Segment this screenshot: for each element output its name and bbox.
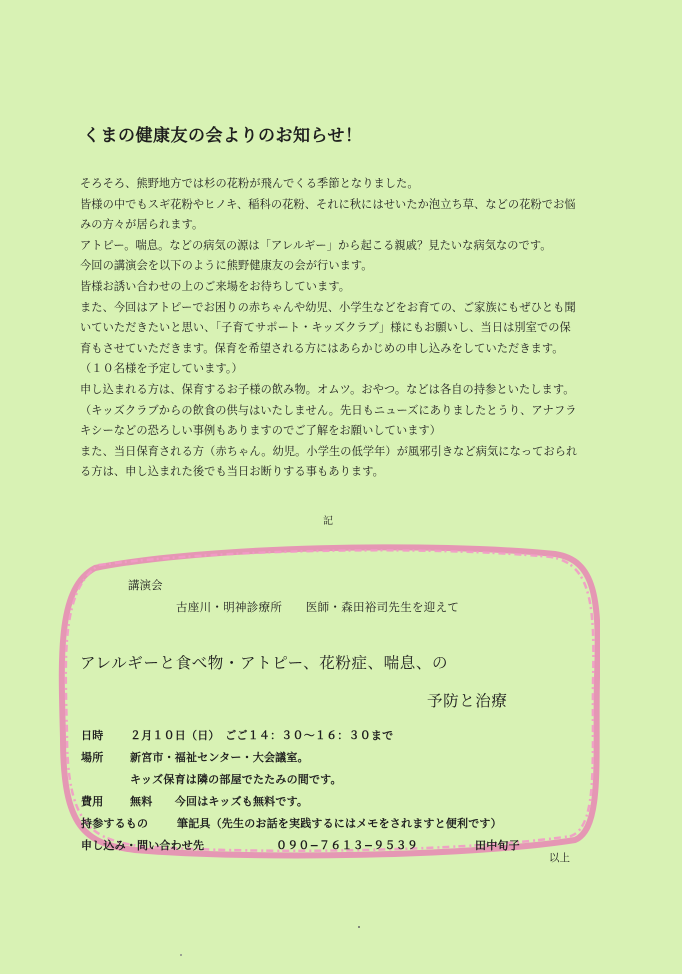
lecture-label: 講演会 bbox=[128, 578, 163, 592]
body-paragraph: 皆様お誘い合わせの上のご来場をお待ちしています。 bbox=[80, 279, 351, 293]
contact-phone: ０９０−７６１３−９５３９ bbox=[276, 839, 419, 852]
place-label: 場所 bbox=[81, 751, 104, 764]
body-paragraph: アトピー。喘息。などの病気の源は「アレルギー」から起こる親戚？見たいな病気なのです。 bbox=[80, 238, 552, 252]
speck bbox=[180, 954, 182, 956]
lecture-headline-line2: 予防と治療 bbox=[427, 692, 508, 710]
lecture-speaker: 古座川・明神診療所 医師・森田裕司先生を迎えて bbox=[176, 600, 460, 614]
closing-mark: 以上 bbox=[549, 852, 570, 864]
place-value: 新宮市・福祉センター・大会議室。 bbox=[130, 751, 309, 764]
bring-value: 筆記具（先生のお話を実践するにはメモをされますと便利です） bbox=[177, 817, 502, 830]
contact-name: 田中旬子 bbox=[475, 839, 520, 852]
body-paragraph: 皆様の中でもスギ花粉やヒノキ、稲科の花粉、それに秋にはせいたか泡立ち草、などの花粉でお悩みの方々が居られます。 bbox=[80, 197, 576, 232]
body-paragraph: 今回の講演会を以下のように熊野健康友の会が行います。 bbox=[80, 259, 373, 273]
bring-label: 持参するもの bbox=[81, 817, 149, 830]
ki-mark: 記 bbox=[323, 516, 333, 527]
body-paragraph: 申し込まれる方は、保育するお子様の飲み物。オムツ。おやつ。などは各自の持参といたします。（キッズクラブからの飲食の供与はいたしません。先日もニューズにありましたとうり、アナフラキシーなどの恐ろしい事例もありますのでご了解をお願いしています） bbox=[80, 382, 577, 438]
fee-value: 無料 今回はキッズも無料です。 bbox=[130, 795, 309, 808]
place-note: キッズ保育は隣の部屋でたたみの間です。 bbox=[130, 773, 342, 786]
speck bbox=[358, 926, 360, 928]
body-paragraph: また、今回はアトピーでお困りの赤ちゃんや幼児、小学生などをお育ての、ご家族にもぜひとも聞いていただきたいと思い、「子育てサポート・キッズクラブ」様にもお願いし、当日は別室での保育もさせていただきます。保育を希望される方にはあらかじめの申し込みをしていただきます。（１０名様を予定しています。） bbox=[80, 300, 576, 376]
fee-label: 費用 bbox=[81, 795, 104, 808]
body-paragraph: そろそろ、熊野地方では杉の花粉が飛んでくる季節となりました。 bbox=[80, 177, 419, 190]
notice-body bbox=[80, 174, 580, 483]
body-paragraph: また、当日保育される方（赤ちゃん。幼児。小学生の低学年）が風邪引きなど病気になっておられる方は、申し込まれた後でも当日お断りする事もあります。 bbox=[80, 444, 578, 479]
notice-title: くまの健康友の会よりのお知らせ！ bbox=[83, 126, 363, 146]
lecture-headline-line1: アレルギーと食べ物・アトピー、花粉症、喘息、の bbox=[80, 654, 449, 672]
datetime-label: 日時 bbox=[81, 729, 104, 742]
contact-label: 申し込み・問い合わせ先 bbox=[81, 839, 205, 852]
datetime-value: ２月１０日（日） ごご１４：３０〜１６：３０まで bbox=[130, 729, 394, 742]
